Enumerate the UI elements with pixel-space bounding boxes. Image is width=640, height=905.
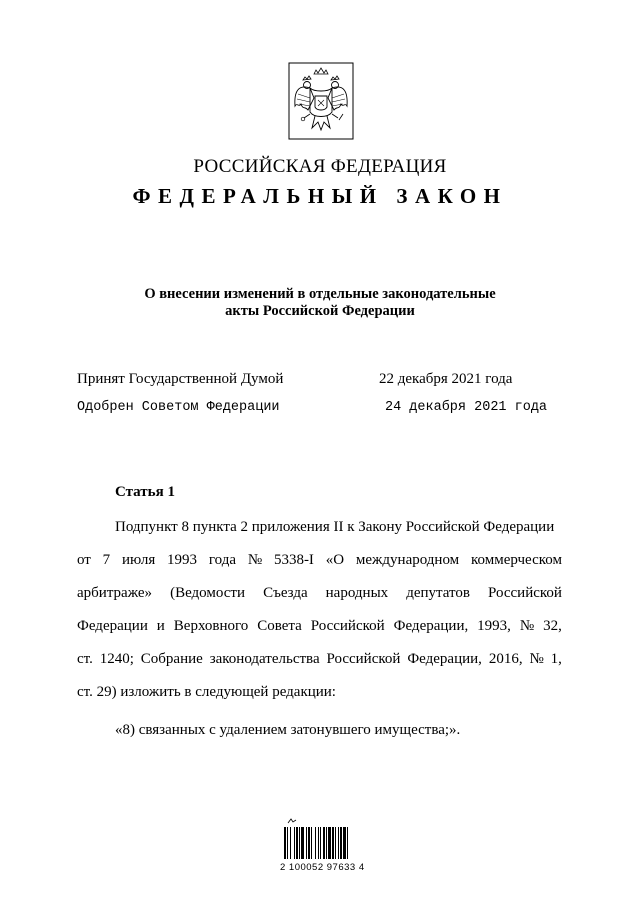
barcode-number: 2 100052 97633 4 [280, 862, 365, 873]
word: Собрание [140, 651, 203, 667]
word: депутатов [406, 585, 470, 601]
word: 32, [543, 618, 562, 634]
word: 5338-I [273, 552, 314, 568]
word: № [519, 618, 535, 634]
paragraph-line [77, 585, 562, 605]
paragraph-line [77, 618, 562, 638]
law-type-heading: ФЕДЕРАЛЬНЫЙ ЗАКОН [132, 184, 508, 208]
word: и [156, 618, 165, 634]
word: от [77, 552, 91, 568]
word: 1993 [167, 552, 198, 568]
law-title [0, 286, 640, 320]
adopting-body: Принят Государственной Думой [77, 371, 284, 387]
word: Российской [326, 651, 401, 667]
amendment-text: «8) связанных с удалением затонувшего имущества;». [115, 722, 461, 738]
word: Российской [310, 618, 385, 634]
word: коммерческом [470, 552, 562, 568]
word: Совета [257, 618, 302, 634]
word: «О [325, 552, 345, 568]
word: года [208, 552, 236, 568]
adoption-date: 22 декабря 2021 года [379, 371, 513, 387]
approval-date: 24 декабря 2021 года [385, 400, 548, 415]
law-title-line: О внесении изменений в отдельные законодательные [144, 286, 496, 302]
word: законодательства [209, 651, 320, 667]
word: Съезда [263, 585, 308, 601]
word: № [529, 651, 544, 667]
word: 1240; [99, 651, 134, 667]
article-heading: Статья 1 [115, 484, 175, 500]
paragraph-line: ст. 29) изложить в следующей редакции: [77, 684, 336, 700]
word: Верховного [173, 618, 249, 634]
barcode-icon [280, 815, 360, 867]
word: Федерации, [407, 651, 482, 667]
adoption-row-duma [77, 371, 547, 388]
word: (Ведомости [170, 585, 246, 601]
word: Российской [488, 585, 562, 601]
word: арбитраже» [77, 585, 153, 601]
law-title-line: акты Российской Федерации [225, 303, 415, 319]
word: ст. [77, 651, 93, 667]
russian-coat-of-arms-icon [288, 62, 354, 140]
paragraph-line [77, 552, 562, 572]
word: 7 [102, 552, 111, 568]
approving-body: Одобрен Советом Федерации [77, 400, 280, 415]
adoption-row-council [77, 400, 547, 415]
word: 2016, [488, 651, 523, 667]
word: народных [325, 585, 389, 601]
word: Федерации [77, 618, 148, 634]
paragraph-line: Подпункт 8 пункта 2 приложения II к Закону Российской Федерации [115, 519, 555, 535]
word: 1993, [477, 618, 511, 634]
country-name: РОССИЙСКАЯ ФЕДЕРАЦИЯ [193, 156, 447, 177]
word: 1, [550, 651, 562, 667]
word: Федерации, [393, 618, 469, 634]
paragraph-line [77, 651, 562, 671]
word: июля [121, 552, 156, 568]
word: международном [355, 552, 460, 568]
word: № [247, 552, 263, 568]
